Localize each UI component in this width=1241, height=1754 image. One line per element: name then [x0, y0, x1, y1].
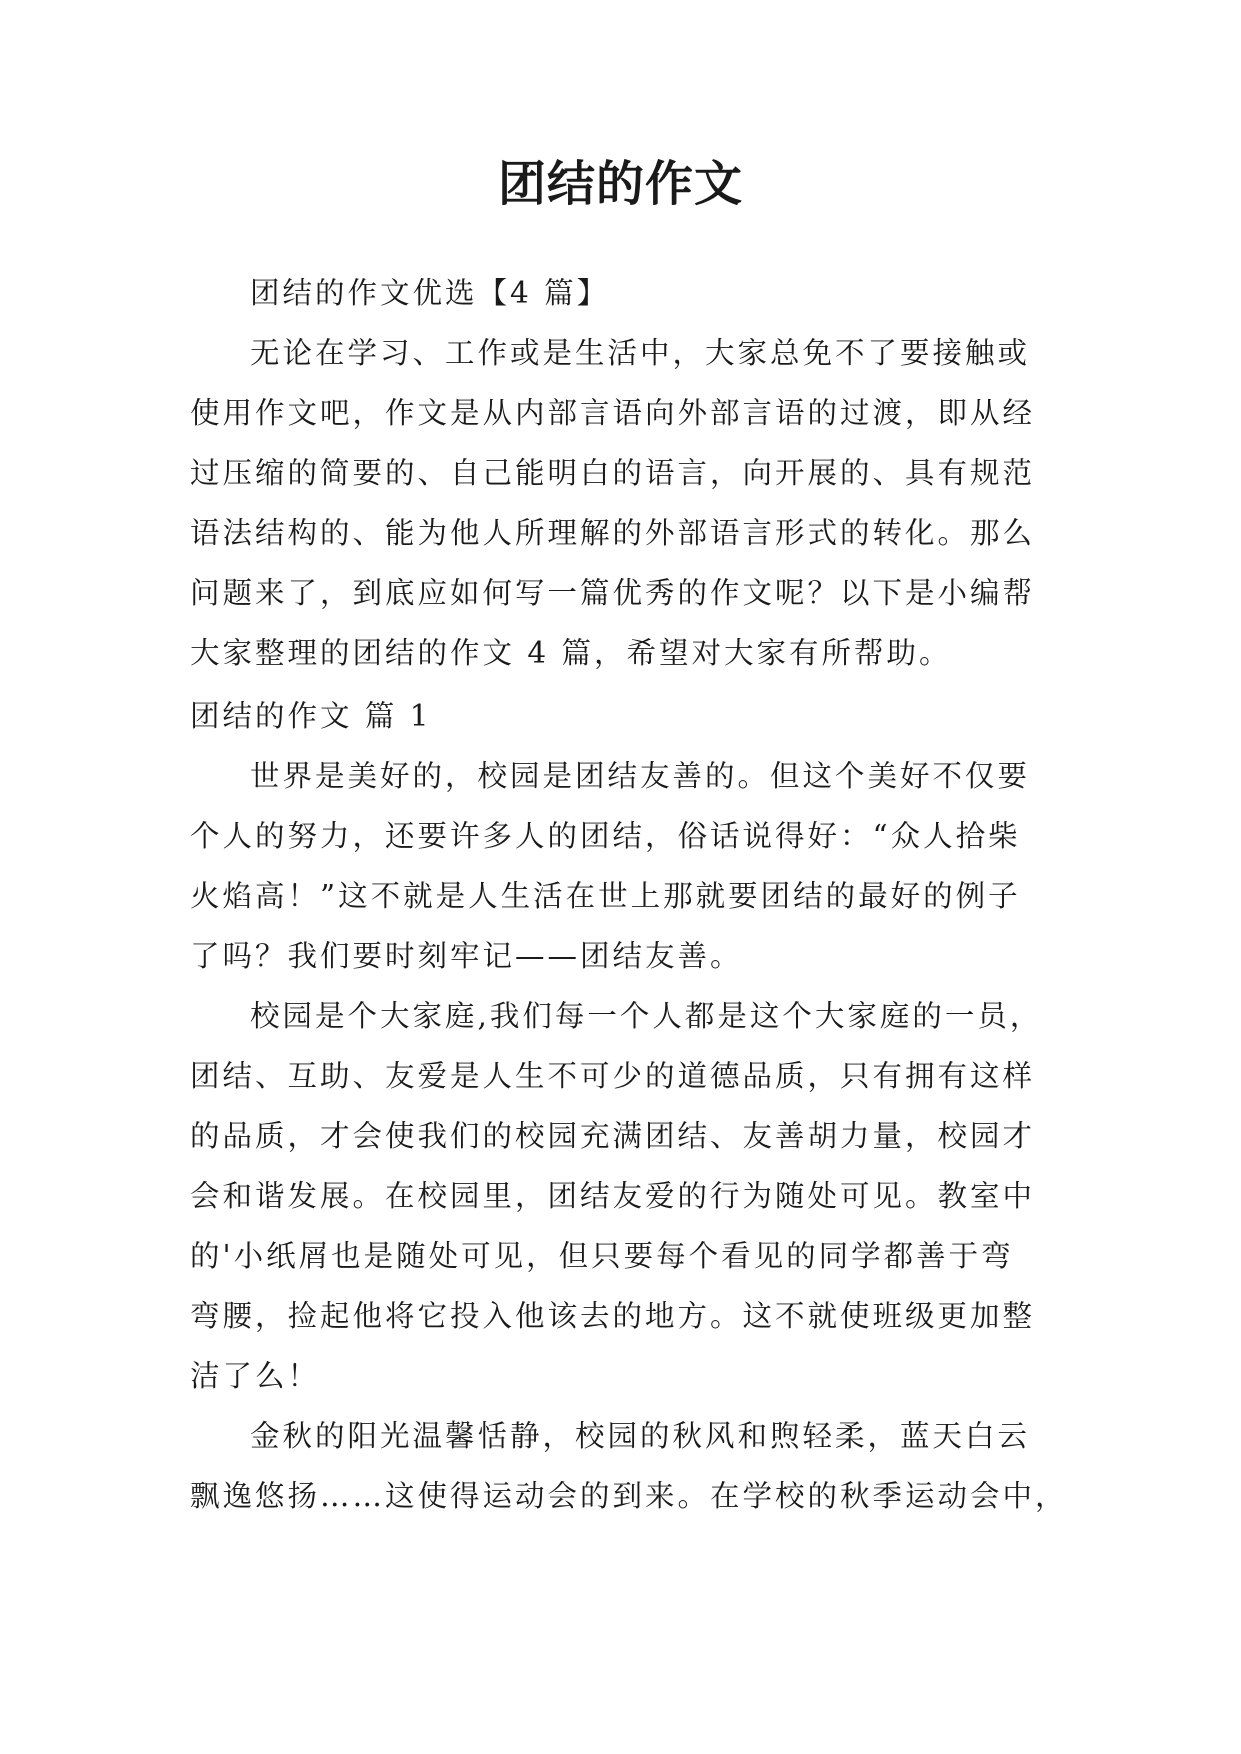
intro-line: 问题来了，到底应如何写一篇优秀的作文呢？以下是小编帮 — [190, 576, 1036, 610]
intro-line: 过压缩的简要的、自己能明白的语言，向开展的、具有规范 — [190, 456, 1036, 490]
section-1 — [190, 686, 1068, 1526]
para2-line: 的'小纸屑也是随处可见，但只要每个看见的同学都善于弯 — [190, 1239, 1014, 1273]
para3-line: 金秋的阳光温馨恬静，校园的秋风和煦轻柔，蓝天白云 — [250, 1419, 1031, 1453]
para1-line: 个人的努力，还要许多人的团结，俗话说得好：“众人拾柴 — [190, 819, 1021, 853]
subtitle-line: 团结的作文优选【4 篇】 — [250, 276, 610, 310]
para2-line: 弯腰，捡起他将它投入他该去的地方。这不就使班级更加整 — [190, 1299, 1036, 1333]
intro-block — [190, 263, 1056, 683]
intro-line: 大家整理的团结的作文 4 篇，希望对大家有所帮助。 — [190, 636, 952, 670]
document-title: 团结的作文 — [497, 156, 743, 212]
para2-line: 会和谐发展。在校园里，团结友爱的行为随处可见。教室中 — [190, 1179, 1036, 1213]
para1-line: 火焰高！”这不就是人生活在世上那就要团结的最好的例子 — [190, 879, 1021, 913]
para1-line: 世界是美好的，校园是团结友善的。但这个美好不仅要 — [250, 759, 1031, 793]
intro-line: 无论在学习、工作或是生活中，大家总免不了要接触或 — [250, 336, 1031, 370]
para2-line: 团结、互助、友爱是人生不可少的道德品质，只有拥有这样 — [190, 1059, 1036, 1093]
para1-line: 了吗？我们要时刻牢记——团结友善。 — [190, 939, 743, 973]
para3-line: 飘逸悠扬……这使得运动会的到来。在学校的秋季运动会中， — [190, 1479, 1068, 1513]
section-heading: 团结的作文 篇 1 — [190, 699, 432, 733]
para2-line: 的品质，才会使我们的校园充满团结、友善胡力量，校园才 — [190, 1119, 1036, 1153]
para2-line: 校园是个大家庭,我们每一个人都是这个大家庭的一员， — [250, 999, 1043, 1033]
intro-line: 语法结构的、能为他人所理解的外部语言形式的转化。那么 — [190, 516, 1036, 550]
para2-line: 洁了么！ — [190, 1359, 321, 1393]
intro-line: 使用作文吧，作文是从内部言语向外部言语的过渡，即从经 — [190, 396, 1036, 430]
